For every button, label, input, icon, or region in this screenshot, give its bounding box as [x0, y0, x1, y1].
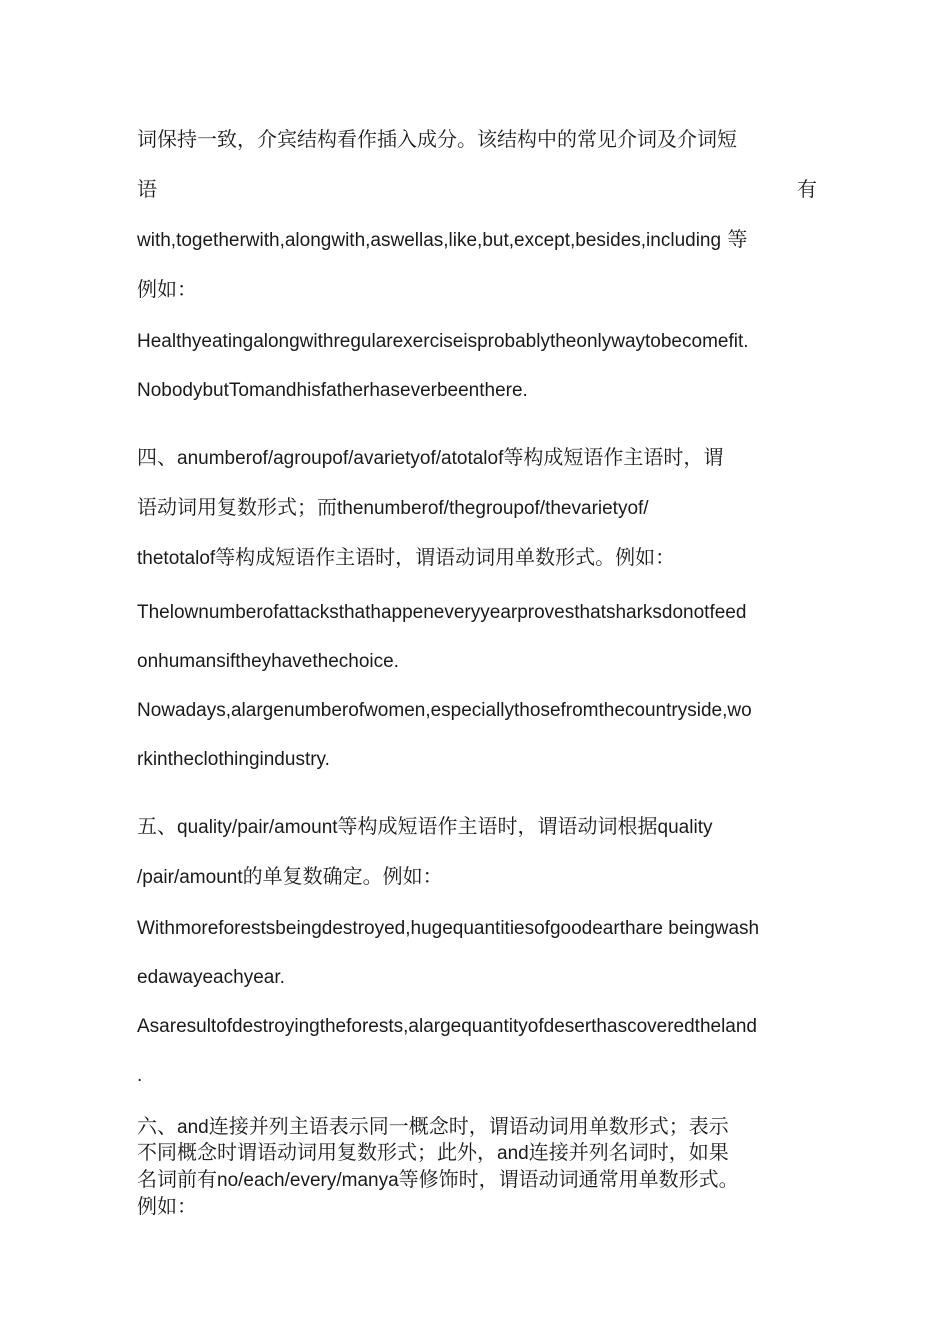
example-sentence: Nowadays,alargenumberofwomen,especiallythosefromthecountryside,wo [137, 700, 752, 721]
example-sentence: Withmoreforestsbeingdestroyed,hugequantitiesofgoodearthare beingwash [137, 918, 760, 939]
intro-line-2-left: 语 [137, 177, 157, 201]
section-4-line-1 [137, 444, 817, 472]
section-4-line-2 [137, 494, 817, 522]
preposition-list: with,togetherwith,alongwith,aswellas,like,but,except,besides,including [137, 230, 722, 251]
section-4-phrase: thenumberof/thegroupof/thevarietyof/ [337, 498, 649, 519]
section-6-text: 连接并列主语表示同一概念时，谓语动词用单数形式；表示 [208, 1114, 729, 1138]
section-6-line-2 [137, 1139, 817, 1167]
section-6-text: 不同概念时谓语动词用复数形式；此外， [137, 1140, 497, 1164]
example-sentence: Thelownumberofattacksthathappeneveryyearprovesthatsharksdonotfeed [137, 602, 747, 623]
example-sentence: Asaresultofdestroyingtheforests,alargequantityofdeserthascoveredtheland [137, 1016, 757, 1037]
intro-line-2-right: 有 [797, 177, 817, 201]
intro-line-2 [137, 176, 817, 202]
section-4-phrase: thetotalof [137, 548, 216, 569]
section-5-phrase: /pair/amount [137, 867, 243, 888]
section-5-text: 的单复数确定。例如： [242, 864, 443, 888]
section-4-text: 语动词用复数形式；而 [137, 495, 337, 519]
section-6-line-1 [137, 1113, 817, 1141]
example-sentence: Healthyeatingalongwithregularexerciseisprobablytheonlywaytobecomefit. [137, 331, 749, 352]
section-6-number: 六、 [137, 1114, 177, 1138]
section-6-text: 名词前有 [137, 1167, 217, 1191]
section-4-number: 四、 [137, 445, 177, 469]
section-4-line-3 [137, 544, 817, 572]
intro-line-3 [137, 226, 817, 254]
intro-line-1: 词保持一致，介宾结构看作插入成分。该结构中的常见介词及介词短 [137, 127, 737, 151]
section-5-number: 五、 [137, 814, 177, 838]
section-5-phrase: quality [657, 817, 713, 838]
section-6-text: 连接并列名词时，如果 [528, 1140, 729, 1164]
section-4-text: 等构成短语作主语时，谓 [503, 445, 724, 469]
section-5-line-1 [137, 813, 817, 841]
example-sentence: . [137, 1065, 143, 1086]
section-6-phrase: and [497, 1143, 529, 1164]
section-4-text: 等构成短语作主语时，谓语动词用单数形式。例如： [215, 545, 676, 569]
example-sentence: edawayeachyear. [137, 967, 285, 988]
intro-line-4: 例如： [137, 277, 197, 301]
section-5-line-2 [137, 863, 817, 891]
section-5-phrase: quality/pair/amount [177, 817, 338, 838]
section-6-line-4: 例如： [137, 1194, 197, 1218]
section-6-line-3 [137, 1166, 817, 1194]
section-6-phrase: and [177, 1117, 209, 1138]
section-6-phrase: no/each/every/manya [217, 1170, 399, 1191]
example-sentence: rkintheclothingindustry. [137, 749, 330, 770]
section-5-text: 等构成短语作主语时，谓语动词根据 [337, 814, 658, 838]
intro-line-3-tail: 等 [727, 227, 748, 251]
example-sentence: onhumansiftheyhavethechoice. [137, 651, 399, 672]
section-4-phrase: anumberof/agroupof/avarietyof/atotalof [177, 448, 504, 469]
section-6-text: 等修饰时，谓语动词通常用单数形式。 [398, 1167, 739, 1191]
example-sentence: NobodybutTomandhisfatherhaseverbeenthere. [137, 380, 528, 401]
